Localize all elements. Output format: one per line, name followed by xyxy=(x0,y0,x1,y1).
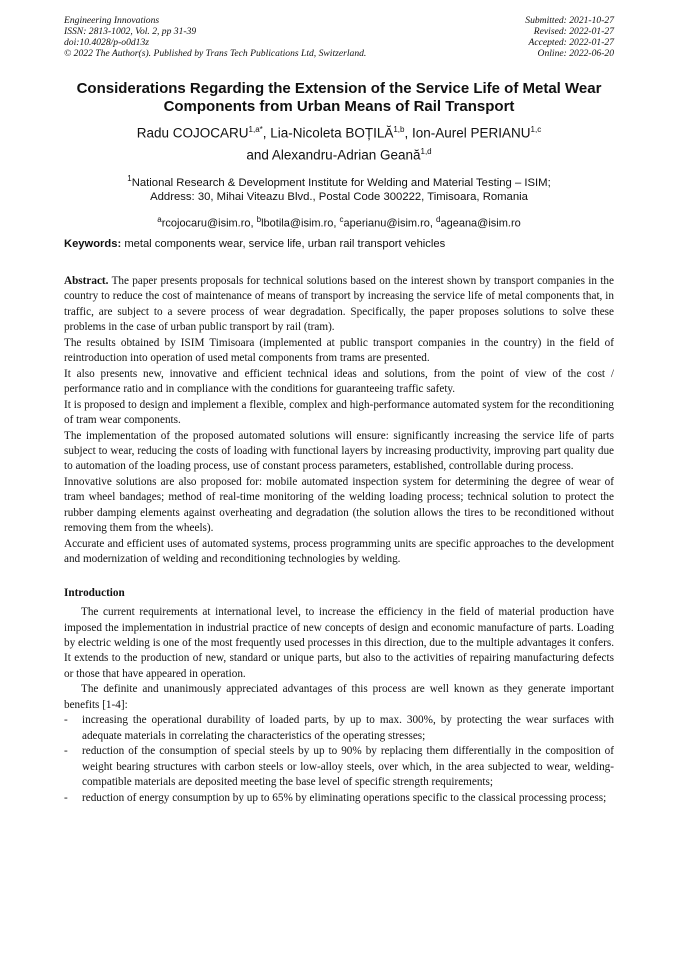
author-name: Ion-Aurel PERIANU xyxy=(412,125,531,141)
abstract-paragraph: Innovative solutions are also proposed for: mobile automated inspection system for determining the degree of wear of tram wheel bandages; method of real-time monitoring of the welding loading process; technical solution to protect the rubber damping elements against overheating and degradation (the solution allows the tires to be reconditioned without removing them from the wheels). xyxy=(64,475,614,535)
abstract-paragraph: It also presents new, innovative and efficient technical ideas and solutions, from the point of view of the cost / performance ratio and in compliance with the conditions for guaranteeing traffic safety. xyxy=(64,367,614,396)
revised-date: Revised: 2022-01-27 xyxy=(533,26,614,37)
author-list xyxy=(64,121,614,164)
author-sup: 1,a* xyxy=(248,125,263,134)
abstract-label: Abstract. xyxy=(64,275,109,287)
abstract-paragraph: The results obtained by ISIM Timisoara (implemented at public transport companies in the country) in the field of reintroduction into operation of used metal components from trams are presented. xyxy=(64,336,614,365)
author-name: Radu COJOCARU xyxy=(136,125,249,141)
keywords xyxy=(64,238,614,250)
email-link[interactable]: lbotila@isim.ro xyxy=(261,217,334,230)
author-sup: 1,b xyxy=(393,125,405,134)
accepted-date: Accepted: 2022-01-27 xyxy=(528,37,614,48)
abstract-paragraph: Abstract. The paper presents proposals for technical solutions based on the interest shown by transport companies in the country to reduce the cost of maintenance of means of transport by increasing the service life of metal components that, in traffic, are subject to a severe process of wear degradation. Specifically, the paper proposes solutions to solve these problems in the case of urban public transport by rail (tram). xyxy=(64,275,614,334)
doi: doi:10.4028/p-o0d13z xyxy=(64,37,150,48)
abstract-paragraph: Accurate and efficient uses of automated systems, process programming units are specific approaches to the development and modernization of welding and reconditioning technologies by welding. xyxy=(64,537,614,566)
email-link[interactable]: ageana@isim.ro xyxy=(440,217,521,230)
abstract-paragraph: It is proposed to design and implement a flexible, complex and high-performance automated system for the reconditioning of tram wear components. xyxy=(64,398,614,427)
affiliation-sup: 1 xyxy=(127,174,132,183)
author-name: and Alexandru-Adrian Geană xyxy=(246,147,421,162)
author-line-1: Radu $COJOCARU^{1,a*}$, Lia-Nicoleta BOȚILĂ$^{1,b}$, Ion-Aurel PERIANU$^{1,c}$ xyxy=(136,125,542,141)
author-name: Lia-Nicoleta BOȚILĂ xyxy=(270,125,394,141)
intro-paragraph: The current requirements at international level, to increase the efficiency in the field of material production have imposed the implementation in industrial practice of new concepts of design and economic manufacture of parts. Loading by electric welding is one of the most frequently used processes in this direction, due to the multiple advantages it confers. It extends to the production of new, standard or unique parts, but also to the activities of repairing manufacturing defects or those that have appeared in operation. xyxy=(64,606,614,680)
author-sup: 1,d xyxy=(420,146,432,156)
intro-paragraph: The definite and unanimously appreciated advantages of this process are well known as they generate important benefits [1-4]: xyxy=(64,683,614,711)
abstract-paragraph: The implementation of the proposed automated solutions will ensure: significantly increasing the service life of parts subject to wear, reducing the costs of loading with functional layers by increasing productivity, improving part quality due to automation of the loading process, use of constant process parameters, established, controllable during process. xyxy=(64,429,614,473)
affiliation-line-2: Address: 30, Mihai Viteazu Blvd., Postal Code 300222, Timisoara, Romania xyxy=(150,190,528,203)
journal-name: Engineering Innovations xyxy=(64,15,160,26)
affiliation-line-1: National Research & Development Institute for Welding and Material Testing – ISIM; xyxy=(131,176,551,189)
keywords-label: Keywords: xyxy=(64,238,122,250)
body-text xyxy=(64,274,614,806)
copyright: © 2022 The Author(s). Published by Trans Tech Publications Ltd, Switzerland. xyxy=(64,48,367,59)
affiliation xyxy=(64,172,614,204)
author-sup: 1,c xyxy=(530,125,542,134)
issn: ISSN: 2813-1002, Vol. 2, pp 31-39 xyxy=(64,26,197,37)
list-item: - reduction of the consumption of special steels by up to 90% by replacing them differentially in the composition of weight bearing structures with carbon steels or low-alloy steels, over which, in the area subjected to wear, welding-compatible materials are deposited meeting the base level of specific strength requirements; xyxy=(64,745,614,789)
submitted-date: Submitted: 2021-10-27 xyxy=(525,15,614,26)
paper-title: Considerations Regarding the Extension of the Service Life of Metal Wear Components from Urban Means of Rail Transport xyxy=(76,80,602,115)
title-block xyxy=(64,80,614,230)
header-publication-info xyxy=(64,15,366,59)
email-list: $^a$rcojocaru@isim.ro, $^b$lbotila@isim.ro, $^c$aperianu@isim.ro, $^d$ageana@isim.ro xyxy=(157,214,521,230)
list-item: - increasing the operational durability of loaded parts, by up to max. 300%, by protecting the wear surfaces with adequate materials in correlating the characteristics of the operating stresses; xyxy=(64,714,614,742)
author-line-2 xyxy=(64,143,614,165)
online-date: Online: 2022-06-20 xyxy=(537,48,614,59)
header-dates xyxy=(525,15,614,59)
keywords-text: metal components wear, service life, urban rail transport vehicles xyxy=(124,238,446,250)
benefits-list xyxy=(64,713,614,806)
section-heading-introduction: Introduction xyxy=(64,586,125,599)
email-link[interactable]: rcojocaru@isim.ro xyxy=(161,217,251,230)
list-item: - reduction of energy consumption by up to 65% by eliminating operations specific to the classical processing process; xyxy=(64,791,607,804)
email-link[interactable]: aperianu@isim.ro xyxy=(343,217,430,230)
